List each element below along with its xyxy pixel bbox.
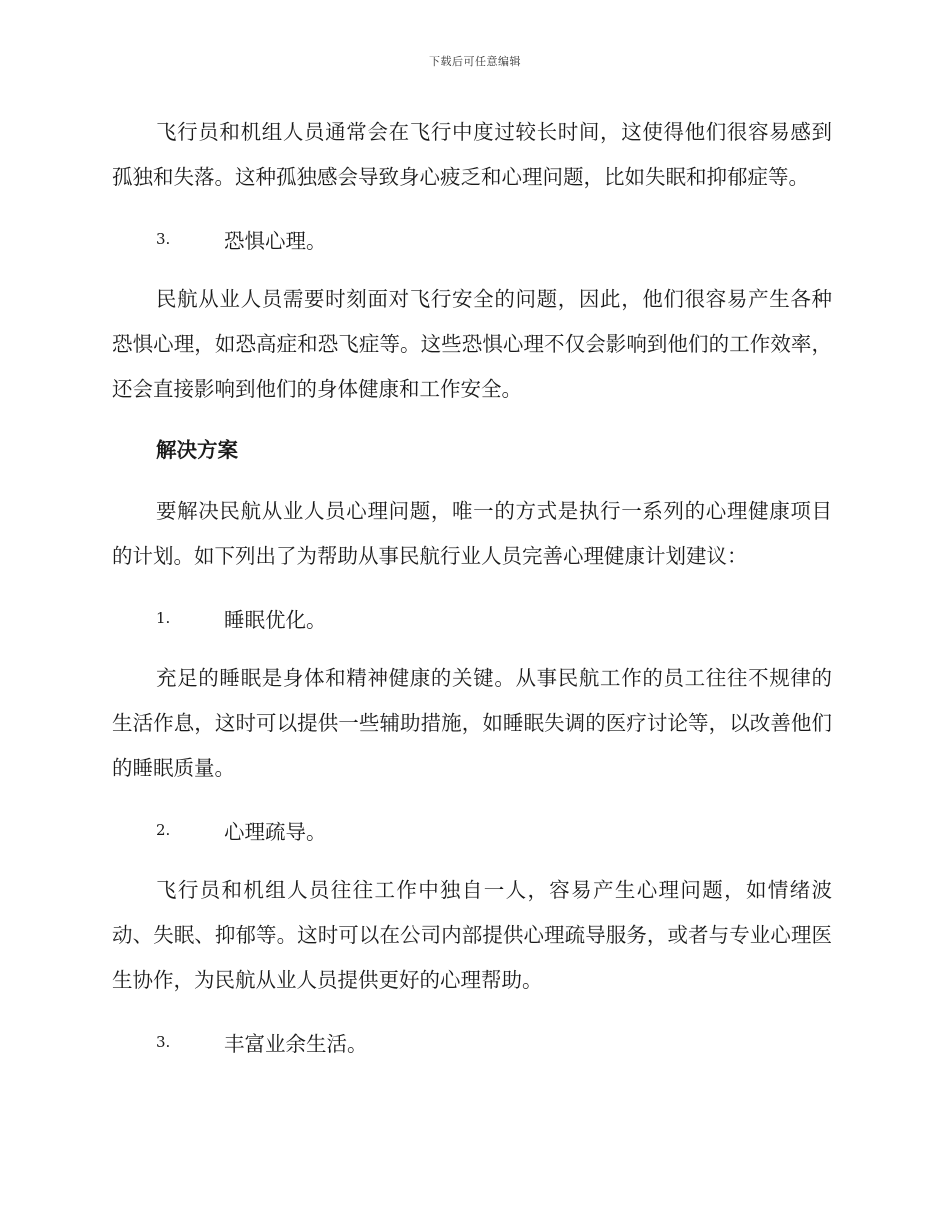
list-number: 3. xyxy=(156,1032,171,1051)
page-header: 下载后可任意编辑 xyxy=(429,55,521,68)
list-item-leisure xyxy=(112,1019,832,1064)
list-item-sleep xyxy=(112,595,832,640)
list-label: 心理疏导。 xyxy=(224,819,327,844)
list-label: 丰富业余生活。 xyxy=(224,1031,368,1056)
list-label: 睡眠优化。 xyxy=(224,607,327,632)
paragraph-fear: 民航从业人员需要时刻面对飞行安全的问题，因此，他们很容易产生各种恐惧心理，如恐高症和恐飞症等。这些恐惧心理不仅会影响到他们的工作效率，还会直接影响到他们的身体健康和工作安全。 xyxy=(112,287,832,401)
section-heading: 解决方案 xyxy=(156,438,238,462)
list-number: 3. xyxy=(156,229,171,248)
paragraph-sleep: 充足的睡眠是身体和精神健康的关键。从事民航工作的员工往往不规律的生活作息，这时可以提供一些辅助措施，如睡眠失调的医疗讨论等，以改善他们的睡眠质量。 xyxy=(112,666,832,780)
list-number: 2. xyxy=(156,820,171,839)
list-label: 恐惧心理。 xyxy=(224,228,327,253)
document-body xyxy=(112,110,832,1080)
list-item-fear xyxy=(112,216,832,261)
list-number: 1. xyxy=(156,608,171,627)
paragraph-counseling: 飞行员和机组人员往往工作中独自一人，容易产生心理问题，如情绪波动、失眠、抑郁等。这时可以在公司内部提供心理疏导服务，或者与专业心理医生协作，为民航从业人员提供更好的心理帮助。 xyxy=(112,878,832,992)
paragraph-solution-intro: 要解决民航从业人员心理问题，唯一的方式是执行一系列的心理健康项目的计划。如下列出了为帮助从事民航行业人员完善心理健康计划建议： xyxy=(112,499,832,568)
paragraph-loneliness: 飞行员和机组人员通常会在飞行中度过较长时间，这使得他们很容易感到孤独和失落。这种孤独感会导致身心疲乏和心理问题，比如失眠和抑郁症等。 xyxy=(112,120,832,189)
list-item-counseling xyxy=(112,807,832,852)
